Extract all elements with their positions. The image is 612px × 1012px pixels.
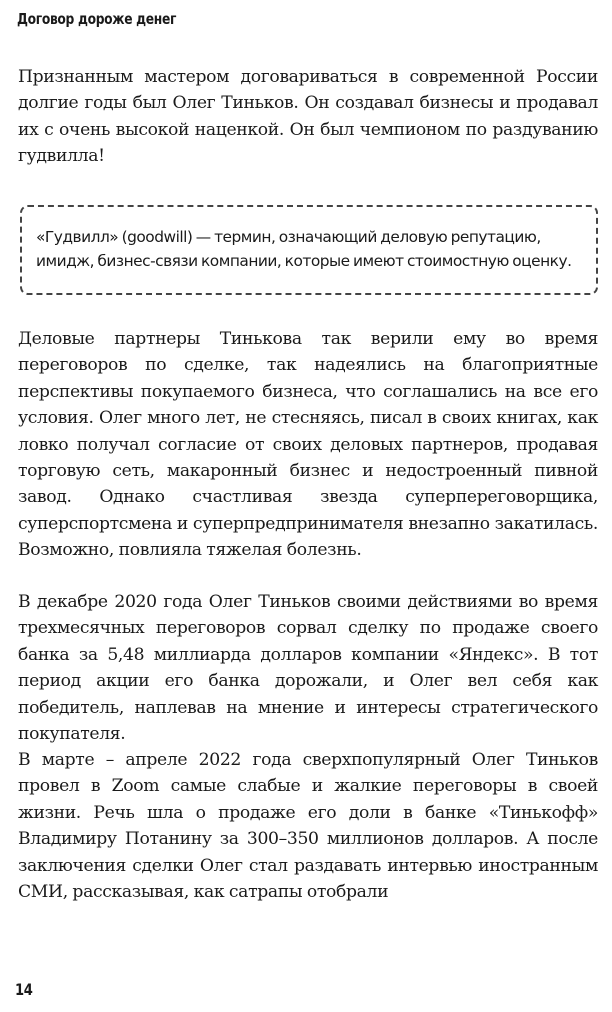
goodwill-note-text: «Гудвилл» (goodwill) — термин, означающий деловую репутацию, имидж, бизнес-связи компании, которые имеют стоимостную оценку. bbox=[36, 228, 572, 270]
paragraph-2: Деловые партнеры Тинькова так верили ему во время переговоров по сделке, так надеялись на благоприятные перспективы покупаемого бизнеса, что соглашались на все его условия. Олег много лет, не стесняясь, писал в своих книгах, как ловко получал согласие от своих деловых партнеров, продавая торговую сеть, макаронный бизнес и недостроенный пивной завод. Однако счастливая звезда суперпереговорщика, суперспортсмена и суперпредпринимателя внезапно закатилась. Возможно, повлияла тяжелая болезнь. bbox=[18, 329, 598, 561]
paragraph-1: Признанным мастером договариваться в современной России долгие годы был Олег Тиньков. Он создавал бизнесы и продавал их с очень высокой наценкой. Он был чемпионом по раздуванию гудвилла! bbox=[18, 67, 598, 167]
paragraph-3: В декабре 2020 года Олег Тиньков своими действиями во время трехмесячных переговоров сорвал сделку по продаже своего банка за 5,48 миллиарда долларов компании «Яндекс». В тот период акции его банка дорожали, и Олег вел себя как победитель, наплевав на мнение и интересы стратегического покупателя. bbox=[18, 592, 598, 745]
paragraph-4: В марте – апреле 2022 года сверхпопулярный Олег Тиньков провел в Zoom самые слабые и жалкие переговоры в своей жизни. Речь шла о продаже его доли в банке «Тинькофф» Владимиру Потанину за 300–350 миллионов долларов. А после заключения сделки Олег стал раздавать интервью иностранным СМИ, рассказывая, как сатрапы отобрали bbox=[18, 750, 598, 903]
goodwill-note-box bbox=[20, 205, 598, 295]
page-number: 14 bbox=[15, 980, 33, 999]
running-head: Договор дороже денег bbox=[17, 10, 177, 28]
